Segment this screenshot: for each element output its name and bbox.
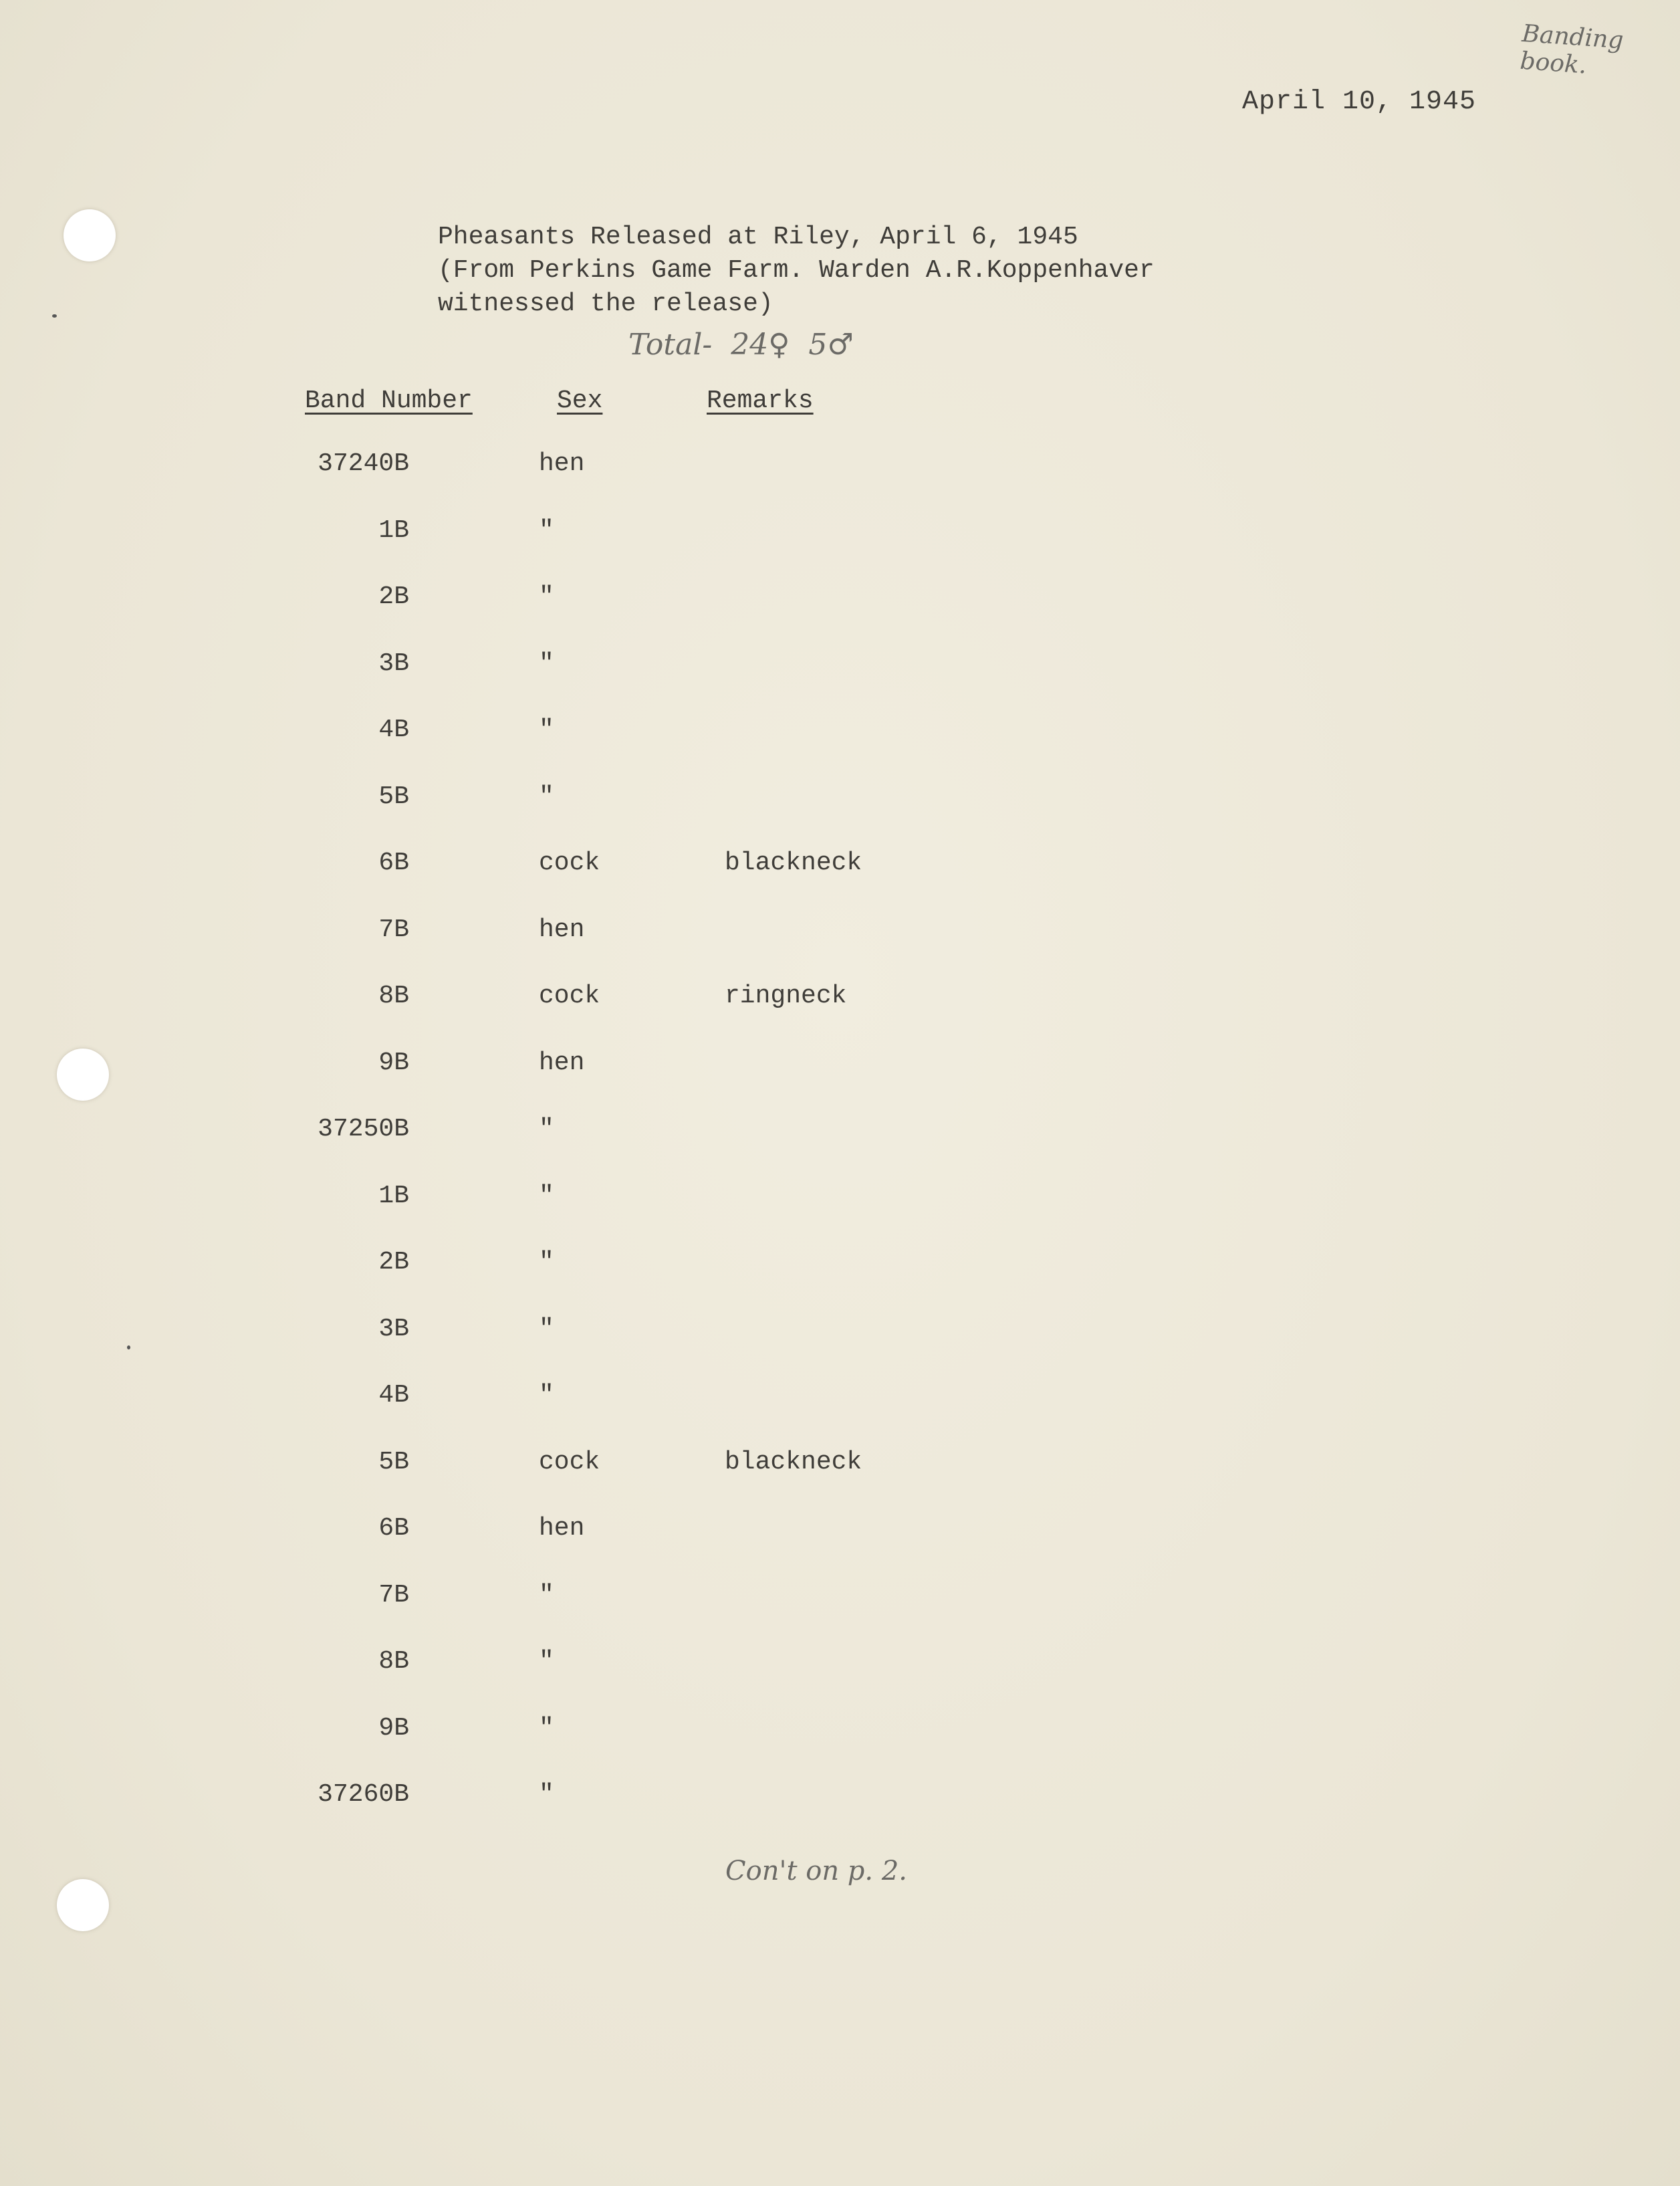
band-number-cell: 3B	[378, 649, 409, 678]
band-number-cell: 8B	[378, 982, 409, 1010]
band-number-cell: 4B	[378, 716, 409, 744]
table-row	[0, 449, 1680, 516]
table-row	[0, 1448, 1680, 1515]
band-number-cell: 5B	[378, 1447, 409, 1477]
band-number-cell: 7B	[378, 915, 409, 944]
punch-hole-top	[64, 209, 116, 261]
document-title	[438, 221, 1155, 321]
table-row	[0, 1115, 1680, 1182]
sex-cell: "	[539, 716, 554, 744]
table-row	[0, 1049, 1680, 1115]
band-number-cell: 3B	[378, 1314, 409, 1343]
sex-cell: cock	[539, 1447, 600, 1477]
band-number-cell: 5B	[378, 782, 409, 811]
sex-cell: cock	[539, 982, 600, 1010]
table-row	[0, 1381, 1680, 1448]
table-row	[0, 1514, 1680, 1581]
band-number-cell: 2B	[378, 1248, 409, 1277]
table-row	[0, 982, 1680, 1049]
sex-cell: "	[539, 516, 554, 545]
remarks-cell: blackneck	[725, 1447, 862, 1477]
band-number-cell: 9B	[378, 1048, 409, 1077]
sex-cell: hen	[539, 1048, 585, 1077]
table-row	[0, 516, 1680, 583]
sex-cell: "	[539, 582, 554, 611]
band-number-cell: 37240B	[318, 449, 409, 478]
sex-cell: "	[539, 1647, 554, 1676]
total-note: Total- 24♀ 5♂	[628, 328, 854, 362]
band-number-cell: 7B	[378, 1580, 409, 1610]
sex-cell: hen	[539, 449, 585, 478]
band-number-cell: 1B	[378, 516, 409, 545]
table-row	[0, 1647, 1680, 1714]
sex-cell: "	[539, 1780, 554, 1809]
table-row	[0, 582, 1680, 649]
table-row	[0, 1581, 1680, 1648]
band-number-cell: 4B	[378, 1381, 409, 1410]
table-row	[0, 716, 1680, 782]
table-row	[0, 1780, 1680, 1847]
sex-cell: "	[539, 649, 554, 678]
column-header-sex: Sex	[557, 387, 603, 415]
table-row	[0, 1182, 1680, 1248]
sex-cell: "	[539, 782, 554, 811]
corner-note: Banding book.	[1519, 19, 1625, 80]
sex-cell: "	[539, 1115, 554, 1143]
band-number-cell: 8B	[378, 1647, 409, 1676]
table-row	[0, 1248, 1680, 1315]
band-number-cell: 1B	[378, 1181, 409, 1210]
table-row	[0, 1315, 1680, 1382]
sex-cell: "	[539, 1314, 554, 1343]
band-number-cell: 37260B	[318, 1780, 409, 1809]
sex-cell: "	[539, 1381, 554, 1410]
remarks-cell: blackneck	[725, 849, 862, 877]
punch-hole-bottom	[57, 1879, 109, 1931]
title-line-3: witnessed the release)	[438, 290, 773, 318]
title-line-1: Pheasants Released at Riley, April 6, 1945	[438, 223, 1078, 251]
sex-cell: "	[539, 1248, 554, 1277]
title-line-2: (From Perkins Game Farm. Warden A.R.Koppenhaver	[438, 256, 1155, 285]
document-date: April 10, 1945	[1242, 87, 1477, 117]
sex-cell: cock	[539, 849, 600, 877]
table-row	[0, 849, 1680, 915]
band-number-cell: 37250B	[318, 1115, 409, 1143]
band-number-cell: 6B	[378, 849, 409, 877]
band-number-cell: 2B	[378, 582, 409, 611]
table-row	[0, 915, 1680, 982]
table-row	[0, 1714, 1680, 1781]
sex-cell: "	[539, 1713, 554, 1743]
remarks-cell: ringneck	[725, 982, 847, 1010]
column-header-band-number: Band Number	[305, 387, 473, 415]
sex-cell: "	[539, 1181, 554, 1210]
column-header-remarks: Remarks	[707, 387, 814, 415]
table-row	[0, 649, 1680, 716]
band-number-cell: 9B	[378, 1713, 409, 1743]
ink-speck	[52, 314, 57, 318]
sex-cell: hen	[539, 1514, 585, 1543]
band-table	[0, 449, 1680, 1847]
continuation-note: Con't on p. 2.	[725, 1856, 907, 1886]
table-row	[0, 782, 1680, 849]
sex-cell: "	[539, 1580, 554, 1610]
sex-cell: hen	[539, 915, 585, 944]
band-number-cell: 6B	[378, 1514, 409, 1543]
